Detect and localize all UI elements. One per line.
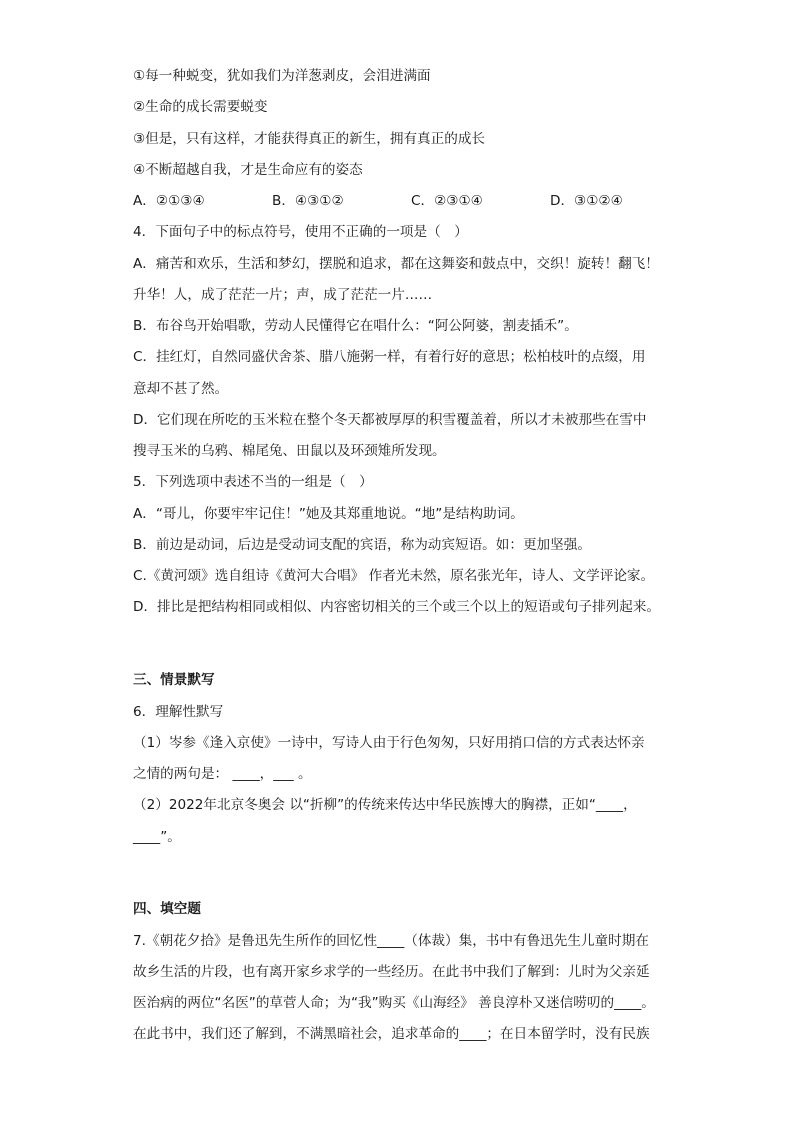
q4-option-c-line1: C．挂红灯，自然同盛伏舍茶、腊八施粥一样，有着行好的意思；松柏枝叶的点缀，用 bbox=[133, 349, 646, 365]
q3-option-c: C．②③①④ bbox=[411, 193, 483, 209]
q3-option-b: B．④③①② bbox=[272, 193, 344, 209]
q4-option-a-line1: A．痛苦和欢乐，生活和梦幻，摆脱和追求，都在这舞姿和鼓点中，交织！旋转！翻飞！ bbox=[133, 256, 659, 272]
q6-1-line1: （1）岑参《逢入京使》一诗中，写诗人由于行色匆匆，只好用捎口信的方式表达怀亲 bbox=[133, 735, 645, 751]
q3-option-a: A．②①③④ bbox=[133, 193, 205, 209]
q4-option-c-line2: 意却不甚了然。 bbox=[133, 381, 229, 397]
q6-2-line2: ____”。 bbox=[133, 829, 181, 845]
q5-option-d: D．排比是把结构相同或相似、内容密切相关的三个或三个以上的短语或句子排列起来。 bbox=[133, 599, 661, 615]
q7-line3: 医治病的两位“名医”的草菅人命；为“我”购买《山海经》 善良淳朴又迷信唠叨的____。 bbox=[133, 995, 655, 1011]
q3-option-d: D．③①②④ bbox=[550, 193, 623, 209]
q5-option-a: A．“哥儿，你要牢牢记住！”她及其郑重地说。“地”是结构助词。 bbox=[133, 506, 524, 522]
q4-option-b: B．布谷鸟开始唱歌，劳动人民懂得它在唱什么：“阿公阿婆，割麦插禾”。 bbox=[133, 318, 578, 334]
q7-line1: 7.《朝花夕拾》是鲁迅先生所作的回忆性____（体裁）集，书中有鲁迅先生儿童时期在 bbox=[133, 933, 649, 949]
q5-option-c: C.《黄河颂》选自组诗《黄河大合唱》 作者光未然，原名张光年，诗人、文学评论家。 bbox=[133, 568, 655, 584]
q5-stem: 5．下列选项中表述不当的一组是（ ） bbox=[133, 474, 373, 490]
q6-2-line1: （2）2022年北京冬奥会 以“折柳”的传统来传达中华民族博大的胸襟，正如“____， bbox=[133, 797, 637, 813]
q7-line4: 在此书中，我们还了解到，不满黑暗社会，追求革命的____；在日本留学时，没有民族 bbox=[133, 1026, 650, 1042]
q6-stem: 6．理解性默写 bbox=[133, 704, 224, 720]
q4-option-d-line1: D．它们现在所吃的玉米粒在整个冬天都被厚厚的积雪覆盖着，所以才未被那些在雪中 bbox=[133, 412, 647, 428]
q4-option-d-line2: 搜寻玉米的乌鸦、棉尾兔、田鼠以及环颈雉所发现。 bbox=[133, 443, 446, 459]
q4-option-a-line2: 升华！人，成了茫茫一片；声，成了茫茫一片…… bbox=[133, 287, 433, 303]
q5-option-b: B．前边是动词，后边是受动词支配的宾语，称为动宾短语。如：更加坚强。 bbox=[133, 537, 591, 553]
q3-item-1: ①每一种蜕变，犹如我们为洋葱剥皮，会泪进满面 bbox=[133, 68, 431, 84]
q3-item-2: ②生命的成长需要蜕变 bbox=[133, 99, 268, 115]
section-3-title: 三、情景默写 bbox=[133, 672, 215, 688]
q7-line2: 故乡生活的片段，也有离开家乡求学的一些经历。在此书中我们了解到：儿时为父亲延 bbox=[133, 964, 650, 980]
q4-stem: 4．下面句子中的标点符号，使用不正确的一项是（ ） bbox=[133, 224, 468, 240]
q3-item-4: ④不断超越自我，才是生命应有的姿态 bbox=[133, 162, 363, 178]
q3-item-3: ③但是，只有这样，才能获得真正的新生，拥有真正的成长 bbox=[133, 131, 486, 147]
q6-1-line2: 之情的两句是： ____，___ 。 bbox=[133, 766, 312, 782]
section-4-title: 四、填空题 bbox=[133, 901, 201, 917]
